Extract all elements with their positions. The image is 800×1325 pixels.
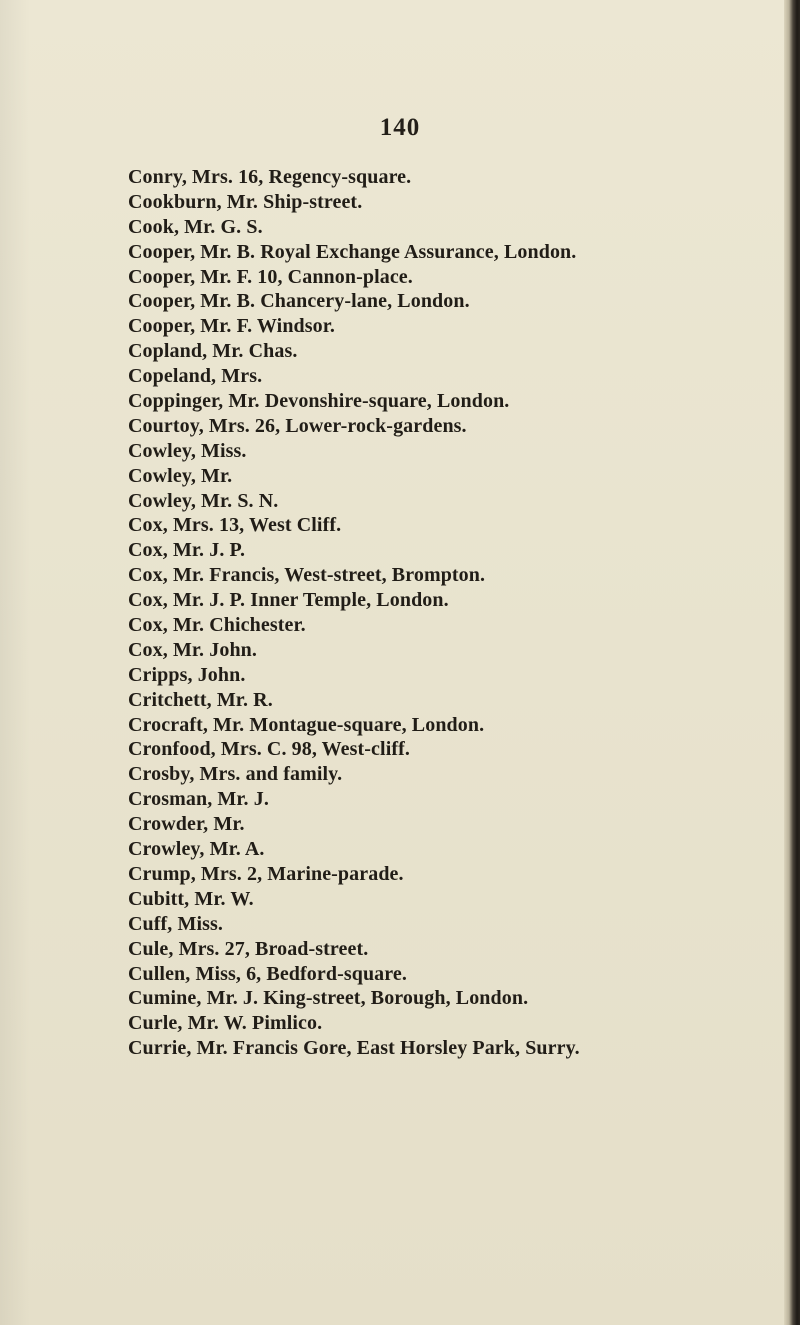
directory-entry: Cooper, Mr. F. Windsor. bbox=[128, 315, 335, 338]
directory-entry: Copland, Mr. Chas. bbox=[128, 340, 298, 363]
page-number: 140 bbox=[379, 114, 421, 141]
directory-entry: Crowder, Mr. bbox=[128, 813, 245, 836]
directory-entry: Cox, Mr. Chichester. bbox=[128, 614, 306, 637]
directory-entry: Crosby, Mrs. and family. bbox=[128, 763, 343, 786]
directory-entry: Crump, Mrs. 2, Marine-parade. bbox=[128, 862, 404, 885]
directory-entry: Cox, Mr. J. P. bbox=[128, 539, 246, 562]
directory-entry: Cuff, Miss. bbox=[128, 912, 223, 935]
directory-entry: Cullen, Miss, 6, Bedford-square. bbox=[128, 962, 407, 985]
directory-entry: Coppinger, Mr. Devonshire-square, London. bbox=[128, 390, 510, 413]
directory-entry: Currie, Mr. Francis Gore, East Horsley Park, Surry. bbox=[128, 1037, 580, 1060]
directory-entry: Cowley, Mr. S. N. bbox=[128, 489, 279, 512]
directory-entry: Cule, Mrs. 27, Broad-street. bbox=[128, 937, 369, 960]
directory-entry: Crowley, Mr. A. bbox=[128, 838, 265, 861]
directory-entry: Cronfood, Mrs. C. 98, West-cliff. bbox=[128, 738, 410, 761]
directory-entry: Cox, Mr. Francis, West-street, Brompton. bbox=[128, 564, 486, 587]
directory-entry: Cook, Mr. G. S. bbox=[128, 215, 263, 238]
directory-entry: Crosman, Mr. J. bbox=[128, 788, 269, 811]
directory-entry: Cubitt, Mr. W. bbox=[128, 887, 254, 910]
directory-entry: Cowley, Mr. bbox=[128, 464, 233, 487]
directory-entry: Courtoy, Mrs. 26, Lower-rock-gardens. bbox=[128, 414, 467, 437]
directory-entry: Critchett, Mr. R. bbox=[128, 688, 273, 711]
directory-entry: Cookburn, Mr. Ship-street. bbox=[128, 190, 363, 213]
directory-entry: Cooper, Mr. F. 10, Cannon-place. bbox=[128, 265, 413, 288]
directory-entry: Crocraft, Mr. Montague-square, London. bbox=[128, 713, 485, 736]
directory-entry: Cumine, Mr. J. King-street, Borough, London. bbox=[128, 987, 529, 1010]
directory-entry: Cripps, John. bbox=[128, 663, 246, 686]
directory-entry: Cox, Mr. J. P. Inner Temple, London. bbox=[128, 589, 449, 612]
directory-entry: Cox, Mrs. 13, West Cliff. bbox=[128, 514, 342, 537]
directory-entry: Cooper, Mr. B. Royal Exchange Assurance, London. bbox=[128, 240, 577, 263]
directory-entry: Cox, Mr. John. bbox=[128, 638, 258, 661]
directory-entry: Copeland, Mrs. bbox=[128, 365, 263, 388]
directory-entry: Cowley, Miss. bbox=[128, 439, 247, 462]
directory-entry: Cooper, Mr. B. Chancery-lane, London. bbox=[128, 290, 470, 313]
directory-entry: Curle, Mr. W. Pimlico. bbox=[128, 1012, 323, 1035]
page-binding-edge bbox=[784, 0, 800, 1325]
directory-list bbox=[128, 165, 580, 1061]
directory-entry: Conry, Mrs. 16, Regency-square. bbox=[128, 166, 412, 188]
